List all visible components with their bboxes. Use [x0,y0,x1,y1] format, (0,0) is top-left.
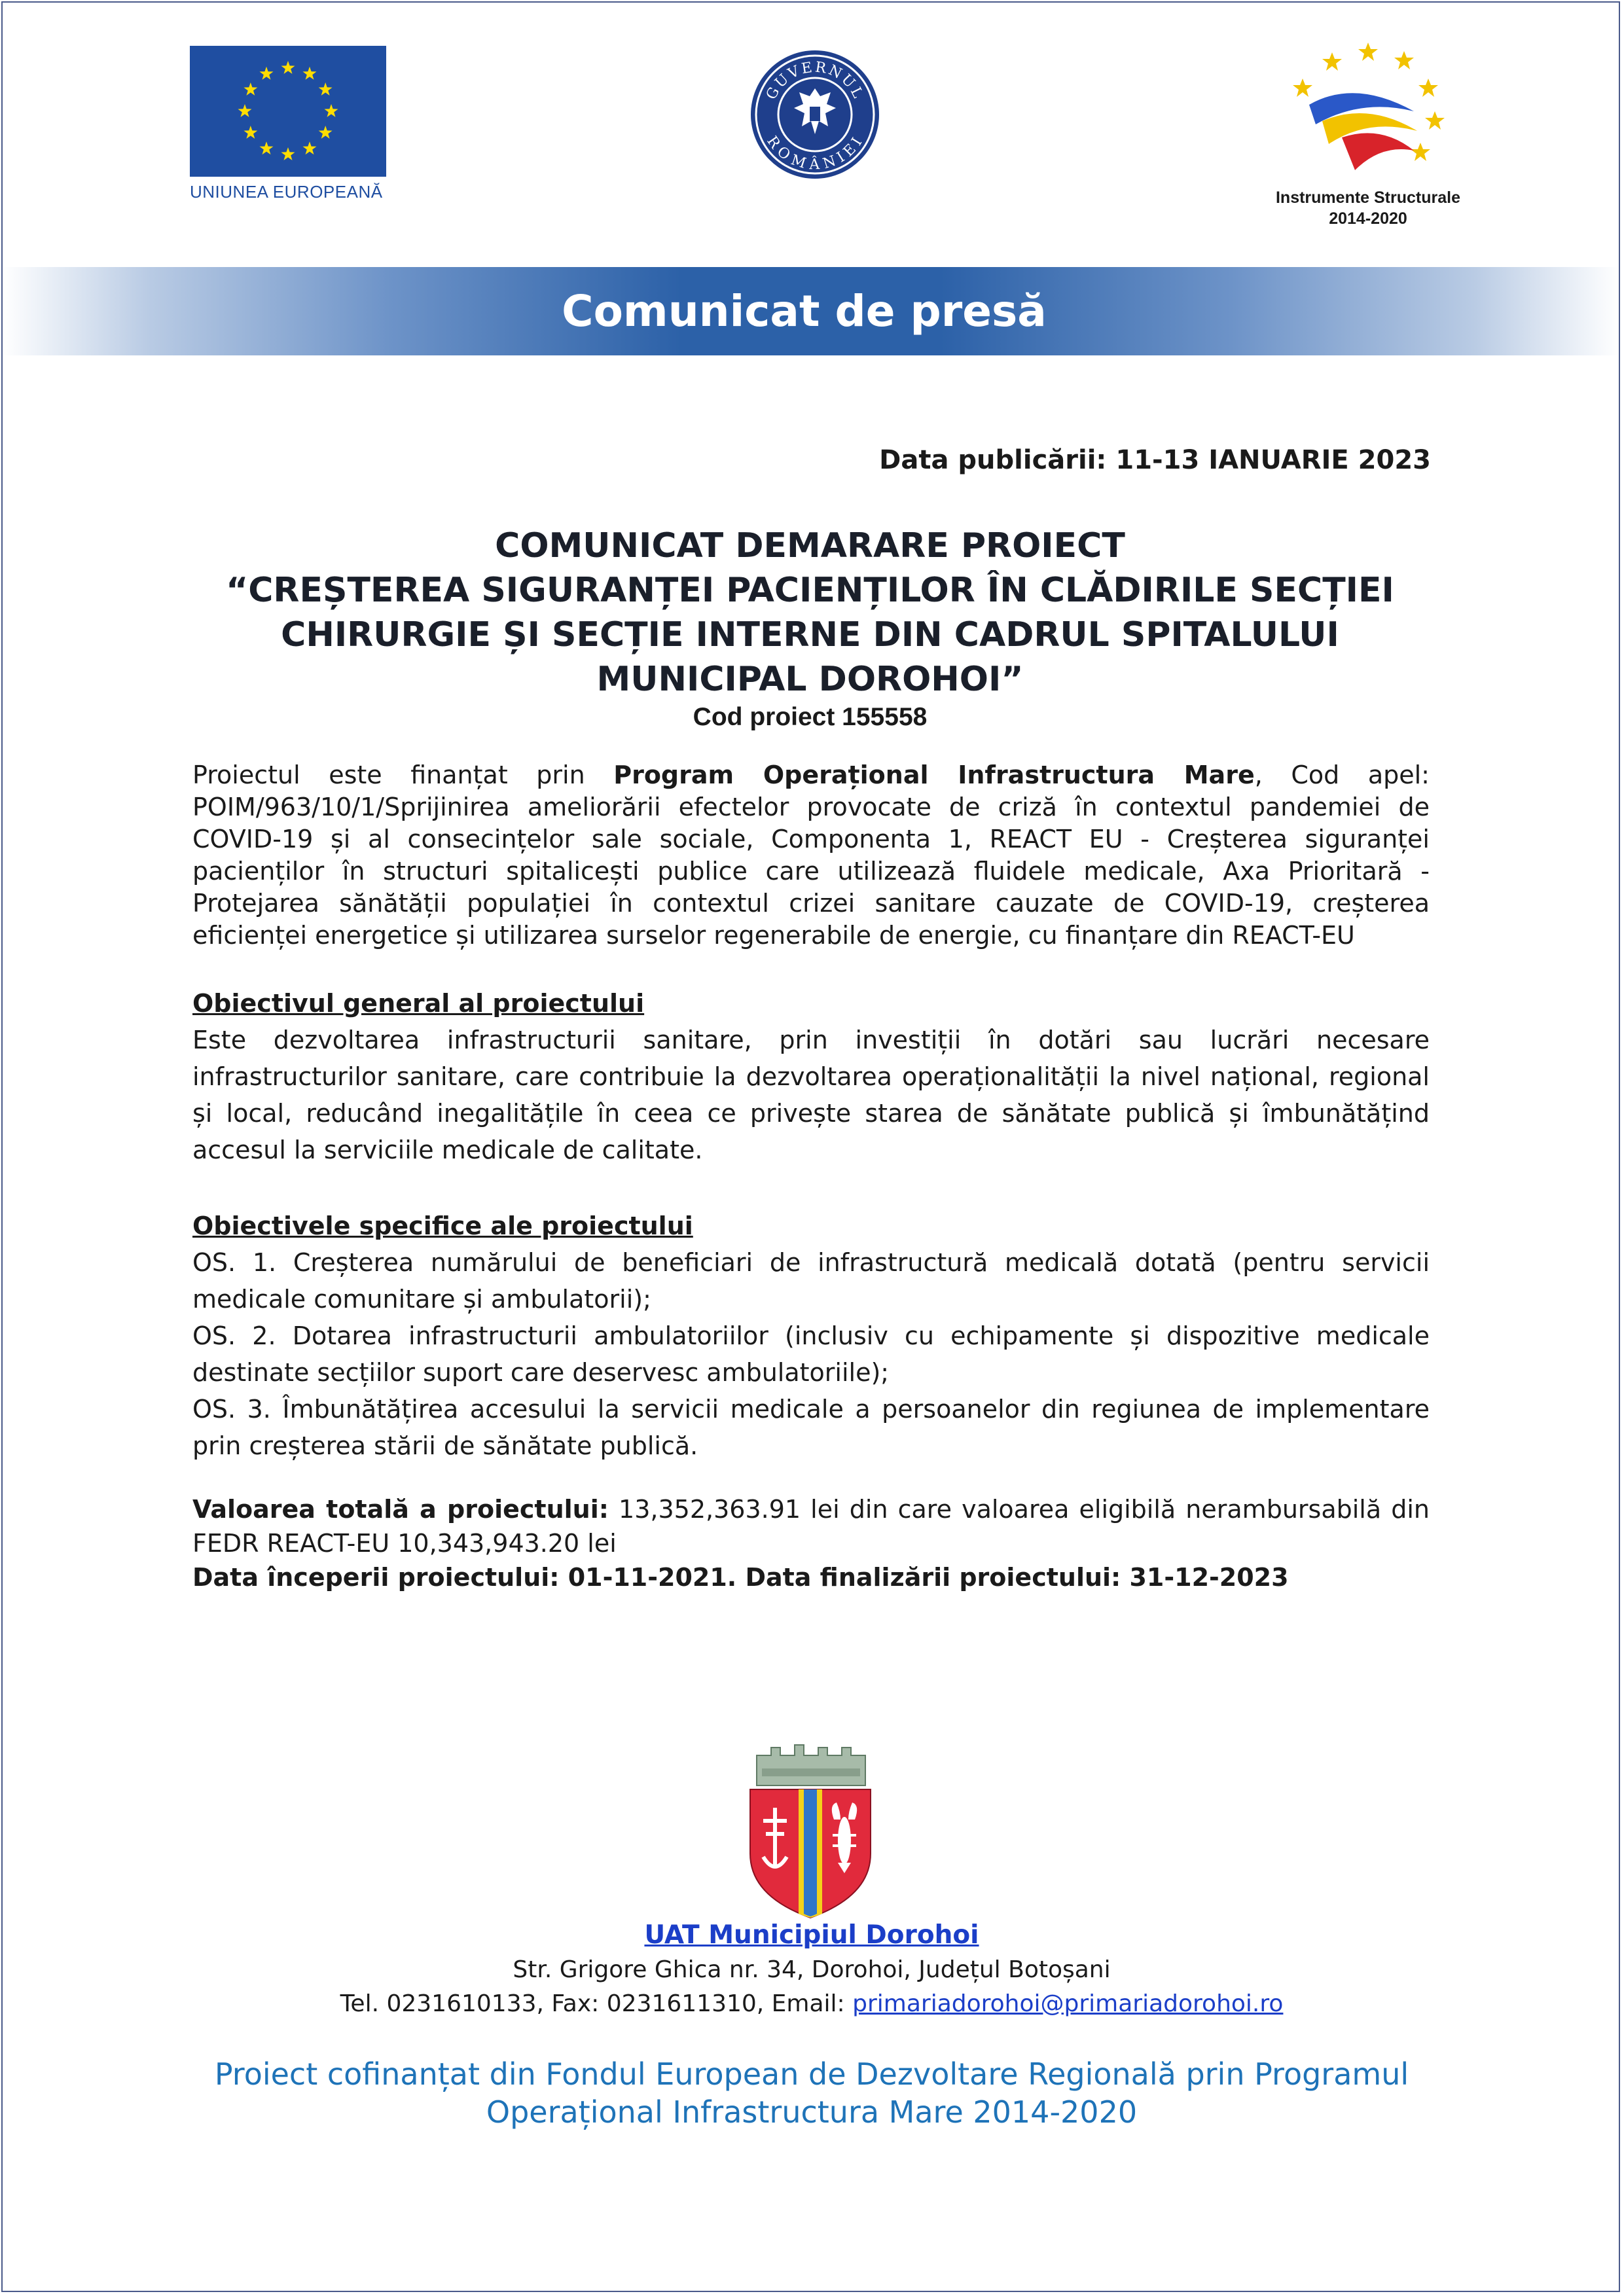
gov-seal-bottom-text: ROMÂNIEI [763,133,867,173]
project-code: Cod proiect 155558 [693,703,928,731]
title-line: MUNICIPAL DOROHOI” [596,660,1024,699]
publication-date-label: Data publicării: [879,445,1107,475]
footer-email-link[interactable]: primariadorohoi@primariadorohoi.ro [852,1990,1284,2017]
project-value-label: Valoarea totală a proiectului: [192,1495,609,1524]
gov-seal-top-text: GUVERNUL [763,59,867,103]
cofinance-statement [131,2055,1492,2131]
general-objective-text: Este dezvoltarea infrastructurii sanitare, prin investiții în dotări sau lucrări necesare infrastructurilor sanitare, care contribuie la dezvoltarea operaționalității la nivel național, regional și local, reducând inegalitățile în ceea ce privește starea de sănătate publică și îmbunătățind accesul la serviciile medicale de calitate. [192,1026,1430,1164]
eu-caption: UNIUNEA EUROPEANĂ [190,182,383,202]
footer-contact-block [131,1918,1492,2021]
dorohoi-crest-icon [745,1742,876,1919]
title-line: “CREȘTEREA SIGURANȚEI PACIENȚILOR ÎN CLĂDIRILE SECȚIEI [226,571,1394,610]
is-caption-years: 2014-2020 [1329,209,1407,228]
project-dates: Data începerii proiectului: 01-11-2021. Data finalizării proiectului: 31-12-2023 [192,1563,1289,1592]
publication-date [879,445,1431,475]
general-objective-heading: Obiectivul general al proiectului [192,989,645,1018]
is-caption-title: Instrumente Structurale [1275,188,1460,207]
specific-objective-item: OS. 3. Îmbunătățirea accesului la servicii medicale a persoanelor din regiunea de implementare prin creșterea stării de sănătate publică. [192,1395,1430,1460]
instrumente-structurale-logo [1270,39,1466,229]
government-seal-icon [749,49,880,180]
title-line: COMUNICAT DEMARARE PROIECT [495,526,1125,565]
specific-objective-item: OS. 1. Creșterea numărului de beneficiari de infrastructură medicală dotată (pentru servicii medicale comunitare și ambulatorii); [192,1248,1430,1314]
intro-prefix: Proiectul este finanțat prin [192,761,614,789]
press-release-banner [3,267,1619,355]
footer-address: Str. Grigore Ghica nr. 34, Dorohoi, Județul Botoșani [513,1956,1111,1983]
publication-date-value: 11-13 IANUARIE 2023 [1115,445,1431,475]
cofinance-line: Operațional Infrastructura Mare 2014-2020 [486,2094,1138,2130]
intro-paragraph [192,759,1430,952]
structural-instruments-icon [1283,39,1453,183]
specific-objective-item: OS. 2. Dotarea infrastructurii ambulatoriilor (inclusiv cu echipamente și dispozitive medicale destinate secțiilor suport care deservesc ambulatoriile); [192,1321,1430,1387]
footer-contact [131,1987,1492,2021]
eu-logo [190,46,386,202]
footer-phone-fax: Tel. 0231610133, Fax: 0231611310, Email: [340,1990,853,2017]
footer-organization-link[interactable]: UAT Municipiul Dorohoi [644,1920,979,1950]
specific-objectives-heading: Obiectivele specifice ale proiectului [192,1211,693,1240]
banner-title: Comunicat de presă [562,286,1047,336]
program-name: Program Operațional Infrastructura Mare [613,761,1255,789]
eu-flag-icon [190,46,386,177]
title-line: CHIRURGIE ȘI SECȚIE INTERNE DIN CADRUL SPITALULUI [281,615,1339,655]
general-objective-section [192,985,1430,1168]
intro-rest: , Cod apel: POIM/963/10/1/Sprijinirea ameliorării efectelor provocate de criză în contextul pandemiei de COVID-19 și al consecințelor sale sociale, Componenta 1, REACT EU - Creșterea siguranței pacienților în structuri spitalicești publice care utilizează fluidele medicale, Axa Prioritară - Protejarea sănătății populației în contextul crizei sanitare cauzate de COVID-19, creșterea eficienței energetice și utilizarea surselor regenerabile de energie, cu finanțare din REACT-EU [192,761,1430,950]
cofinance-line: Proiect cofinanțat din Fondul European de Dezvoltare Regională prin Programul [214,2056,1409,2092]
project-value-section [192,1492,1430,1594]
specific-objectives-section [192,1208,1430,1464]
project-value-text: 13,352,363.91 lei din care valoarea eligibilă nerambursabilă din FEDR REACT-EU 10,343,943.20 lei [192,1495,1430,1558]
document-title [190,524,1430,733]
